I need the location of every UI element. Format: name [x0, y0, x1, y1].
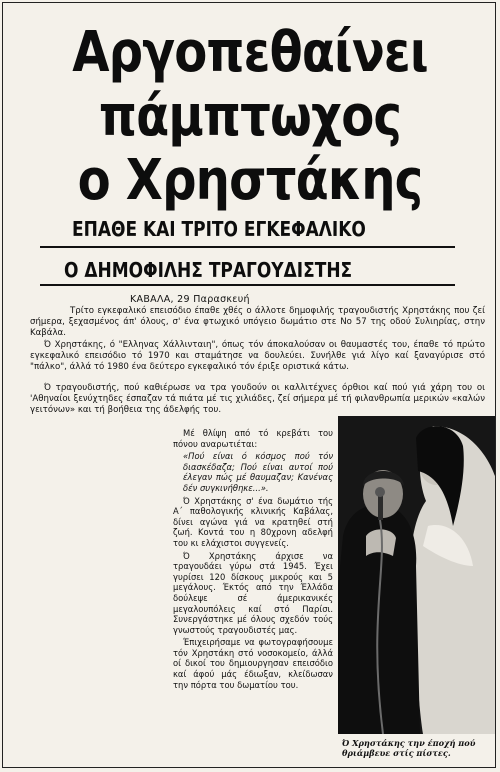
divider [40, 246, 455, 248]
quote: «Πού είναι ό κόσμος πού τόν διασκέδαζα; Πού είναι αυτοί πού έλεγαν πώς μέ θαυμαζαν; Κανένας δέν συγκινήθηκε...». [183, 451, 333, 493]
divider [40, 284, 455, 286]
subheadline-1: ΕΠΑΘΕ ΚΑΙ ΤΡΙΤΟ ΕΓΚΕΦΑΛΙΚΟ [72, 217, 366, 241]
photo-caption: Ό Χρηστάκης την έποχή πού θριάμβευε στίς πίστες. [342, 738, 476, 758]
dateline: ΚΑΒΑΛΑ, 29 Παρασκευή [130, 294, 250, 305]
photo-singer-with-microphone [338, 416, 495, 734]
column-paragraph: Ό Χρηστάκης άρχισε να τραγουδάει γύρω στά 1945. Έχει γυρίσει 120 δίσκους μικρούς και 5 μεγάλους. Έκτός από την Έλλάδα δούλεψε σέ άμερικανικές μεγαλουπόλεις καί στό Παρίσι. Συνεργάστηκε μέ όλους σχεδόν τούς γνωστούς τραγουδιστές μας. [173, 550, 333, 635]
headline-line-1: Αργοπεθαίνει [72, 20, 428, 85]
subheadline-2: Ο ΔΗΜΟΦΙΛΗΣ ΤΡΑΓΟΥΔΙΣΤΗΣ [64, 258, 353, 282]
column-paragraph: Μέ θλίψη από τό κρεβάτι του πόνου αναρωτιέται: [173, 428, 333, 449]
lead-paragraph: Τρίτο εγκεφαλικό επεισόδιο έπαθε χθές ο άλλοτε δημοφιλής τραγουδιστής Χρηστάκης που ζεί σήμερα, ξεχασμένος άπ' όλους, σ' ένα φτωχικό υπόγειο δωμάτιο στε Νο 57 της οδού Συλιηρίας, στην Καβάλα. [30, 306, 485, 338]
headline-line-3: ο Χρηστάκης [77, 148, 423, 213]
body-paragraph: Ό τραγουδιστής, πού καθιέρωσε να τρα γουδούν οι καλλιτέχνες όρθιοι καί πού γιά χάρη του οι 'Αθηναίοι ξενύχτηδες έσπαζαν τά πιάτα μέ τις χιλιάδες, ζεί σήμερα μέ τή φιλανθρωπία μερικών «καλών γειτόνων» και τή βοήθεια της άδελφής του. [30, 383, 485, 415]
headline-line-2: πάμπτωχος [98, 84, 402, 149]
column-paragraph: Ό Χρηστάκης σ' ένα δωμάτιο τής Α΄ παθολογικής κλινικής Καβάλας, δίνει αγώνα γιά να κρατηθεί στή ζωή. Κοντά του η 80χρονη αδελφή του κι ελάχιστοι συγγενείς. [173, 495, 333, 548]
article-column [173, 428, 333, 692]
column-paragraph: Έπιχειρήσαμε να φωτογραφήσουμε τόν Χρηστάκη στό νοσοκομείο, άλλά οί δικοί του δημιουργησαν επεισόδιο καί άφού μάς έδιωξαν, κλείδωσαν την πόρτα του δωματίου του. [173, 637, 333, 690]
photo-image [338, 416, 495, 734]
body-paragraph: Ό Χρηστάκης, ό "Ελληνας Χάλλινταιη", όπως τόν άποκαλούσαν οι θαυμαστές του, έπαθε τό πρώτο εγκεφαλικό επεισόδιο τό 1970 και σταμάτησε να δουλεύει. Συνήλθε γιά λίγο καί ξαναγύρισε στό "πάλκο", άλλά τό 1980 ένα δεύτερο εγκεφαλικό τόν έριξε οριστικά κάτω. [30, 340, 485, 372]
